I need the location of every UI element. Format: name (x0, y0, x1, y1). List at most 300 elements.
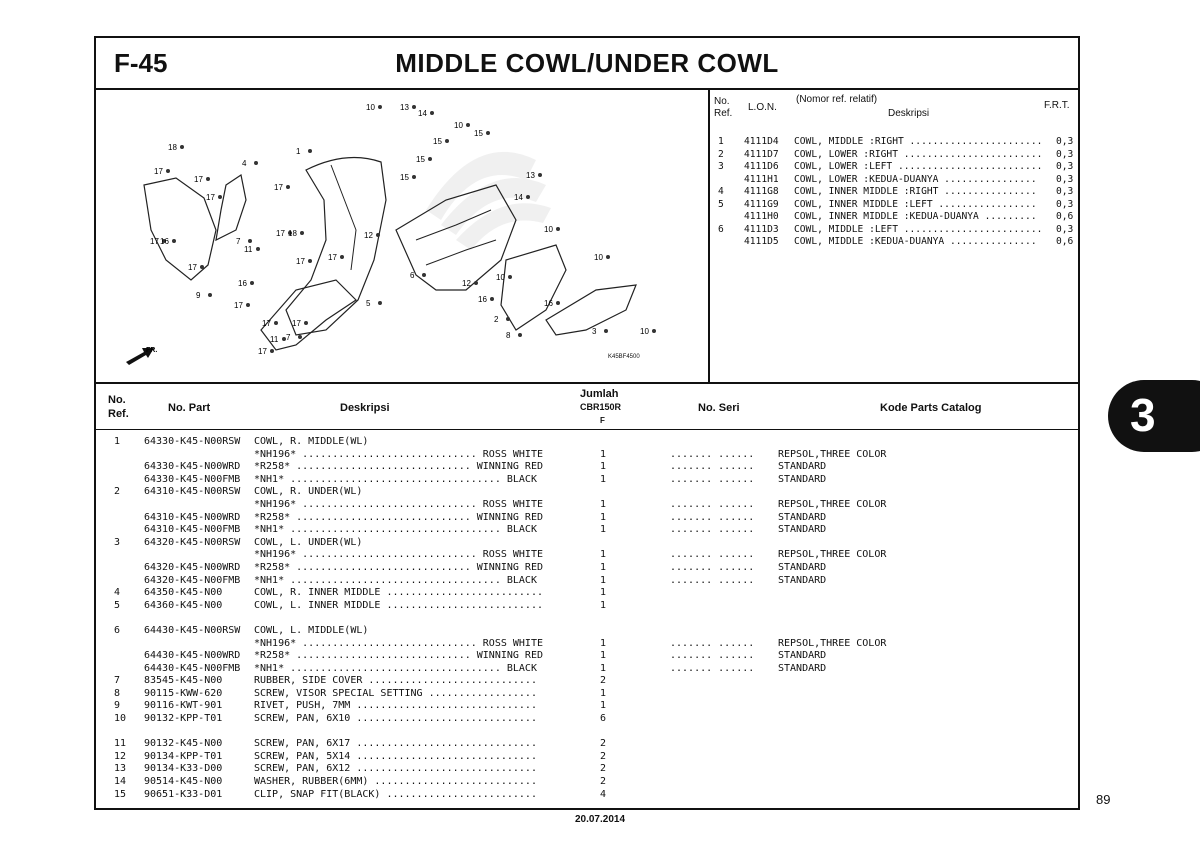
part-no: 4 (114, 587, 121, 599)
title-bar (96, 38, 1078, 90)
callout-number: 2 (494, 315, 499, 324)
part-part: 64430-K45-N00WRD (144, 650, 241, 662)
col-model-header: CBR150R (580, 402, 622, 412)
part-no: 6 (114, 624, 121, 636)
part-no: 15 (114, 788, 127, 800)
part-seri: ....... ...... (670, 662, 755, 674)
fastener-dot (308, 149, 312, 153)
callout-number: 18 (168, 143, 177, 152)
part-part: 64320-K45-N00RSW (144, 536, 241, 548)
col-desc-header: Deskripsi (340, 402, 390, 414)
callout-number: 7 (286, 333, 291, 342)
front-arrow-label: FR. (146, 347, 158, 354)
ref-frt: 0,3 (1056, 173, 1074, 185)
part-qty: 1 (600, 473, 607, 485)
fastener-dot (206, 177, 210, 181)
fastener-dot (556, 227, 560, 231)
ref-no: 1 (718, 136, 724, 147)
table-row (96, 638, 1078, 651)
ref-lon: 4111G8 (744, 186, 779, 197)
callout-number: 9 (196, 291, 201, 300)
callout-number: 8 (506, 331, 511, 340)
fastener-dot (538, 173, 542, 177)
part-desc: SCREW, PAN, 6X17 .............................. (254, 738, 537, 750)
ref-lon: 4111G9 (744, 198, 779, 210)
part-desc: *NH196* ............................. ROSS WHITE (254, 549, 543, 561)
table-row (96, 449, 1078, 462)
part-part: 90134-K33-D00 (144, 763, 223, 775)
group-spacer (96, 726, 1078, 739)
fastener-dot (248, 239, 252, 243)
part-no: 7 (114, 675, 121, 687)
part-desc: *NH1* ................................... BLACK (254, 574, 537, 586)
part-part: 90116-KWT-901 (144, 700, 223, 712)
part-catalog: REPSOL,THREE COLOR (778, 637, 887, 649)
callout-number: 17 (292, 319, 301, 328)
part-part: 64330-K45-N00WRD (144, 461, 241, 473)
front-arrow-icon (126, 347, 157, 365)
fastener-dot (604, 329, 608, 333)
fastener-dot (298, 335, 302, 339)
table-row (96, 537, 1078, 550)
part-seri: ....... ...... (670, 473, 755, 485)
part-qty: 1 (600, 511, 607, 523)
part-part: 64430-K45-N00FMB (144, 662, 241, 674)
part-qty: 1 (600, 574, 607, 586)
part-catalog: STANDARD (778, 561, 827, 573)
table-row (96, 575, 1078, 588)
part-part: 64310-K45-N00WRD (144, 511, 241, 523)
callout-number: 6 (410, 271, 415, 280)
part-qty: 1 (600, 662, 607, 674)
ref-frt: 0,3 (1056, 161, 1074, 172)
table-row (96, 713, 1078, 726)
part-seri: ....... ...... (670, 549, 755, 561)
callout-number: 10 (594, 253, 603, 262)
part-part: 90132-K45-N00 (144, 738, 223, 750)
ref-desc: COWL, MIDDLE :KEDUA-DUANYA ............... (794, 236, 1037, 247)
part-catalog: STANDARD (778, 662, 827, 674)
print-date: 20.07.2014 (574, 814, 626, 825)
callout-number: 17 (154, 167, 163, 176)
ref-frt: 0,3 (1056, 136, 1074, 147)
fastener-dot (340, 255, 344, 259)
fastener-dot (490, 297, 494, 301)
part-qty: 1 (600, 561, 607, 573)
part-catalog: STANDARD (778, 473, 827, 485)
table-row (96, 663, 1078, 676)
ref-desc: COWL, INNER MIDDLE :LEFT ................. (794, 198, 1037, 210)
table-row (96, 499, 1078, 512)
fastener-dot (180, 145, 184, 149)
part-part: 64330-K45-N00RSW (144, 436, 241, 447)
callout-number: 17 (206, 193, 215, 202)
callout-number: 17 (188, 263, 197, 272)
ref-frt: 0,3 (1056, 186, 1074, 197)
callout-number: 16 (238, 279, 247, 288)
part-no: 8 (114, 687, 121, 699)
part-desc: CLIP, SNAP FIT(BLACK) ......................... (254, 788, 537, 800)
part-part: 64350-K45-N00 (144, 587, 223, 599)
callout-number: 11 (244, 245, 253, 254)
part-desc: SCREW, PAN, 6X10 .............................. (254, 713, 537, 725)
part-seri: ....... ...... (670, 574, 755, 586)
callout-number: 15 (433, 137, 442, 146)
part-no: 1 (114, 436, 121, 447)
part-catalog: STANDARD (778, 461, 827, 473)
ref-no: 3 (718, 161, 724, 172)
part-catalog: REPSOL,THREE COLOR (778, 448, 887, 460)
part-desc: COWL, L. MIDDLE(WL) (254, 624, 369, 636)
fastener-dot (526, 195, 530, 199)
part-catalog: REPSOL,THREE COLOR (778, 498, 887, 510)
ref-desc: COWL, MIDDLE :RIGHT ....................... (794, 136, 1043, 147)
fastener-dot (246, 303, 250, 307)
table-row (96, 776, 1078, 789)
ref-list (710, 136, 1078, 249)
exploded-diagram-drawing (96, 90, 708, 380)
callout-number: 11 (270, 335, 279, 344)
callout-number: 14 (514, 193, 523, 202)
fastener-dot (200, 265, 204, 269)
part-qty: 1 (600, 599, 607, 611)
table-row (96, 625, 1078, 638)
ref-frt: 0,3 (1056, 198, 1074, 210)
ref-no: 4 (718, 186, 724, 197)
fastener-dot (412, 105, 416, 109)
fastener-dot (274, 321, 278, 325)
fastener-dot (286, 185, 290, 189)
page-number: 89 (1096, 792, 1111, 807)
fastener-dot (474, 281, 478, 285)
part-catalog: STANDARD (778, 524, 827, 536)
table-row (96, 562, 1078, 575)
part-desc: *R258* ............................. WINNING RED (254, 461, 543, 473)
part-part: 90651-K33-D01 (144, 788, 223, 800)
callout-number: 17 (234, 301, 243, 310)
part-seri: ....... ...... (670, 561, 755, 573)
ref-row (710, 211, 1078, 224)
part-part: 90134-KPP-T01 (144, 750, 223, 762)
ref-lon: 4111D5 (744, 236, 779, 247)
fastener-dot (486, 131, 490, 135)
col-catalog-header: Kode Parts Catalog (880, 402, 982, 414)
callout-number: 12 (364, 231, 373, 240)
part-part: 64320-K45-N00FMB (144, 574, 241, 586)
part-part: 64310-K45-N00FMB (144, 524, 241, 536)
fastener-dot (422, 273, 426, 277)
catalog-page-frame (94, 36, 1080, 810)
part-desc: *NH1* ................................... BLACK (254, 473, 537, 485)
fastener-dot (166, 169, 170, 173)
part-no: 2 (114, 486, 121, 498)
part-qty: 2 (600, 738, 607, 750)
table-row (96, 486, 1078, 499)
part-part: 90132-KPP-T01 (144, 713, 223, 725)
part-qty: 2 (600, 750, 607, 762)
fastener-dot (378, 105, 382, 109)
fastener-dot (428, 157, 432, 161)
part-part: 64320-K45-N00WRD (144, 561, 241, 573)
part-qty: 1 (600, 498, 607, 510)
fastener-dot (430, 111, 434, 115)
callout-number: 17 (262, 319, 271, 328)
table-row (96, 789, 1078, 802)
part-qty: 1 (600, 549, 607, 561)
part-part: 90514-K45-N00 (144, 776, 223, 788)
table-row (96, 436, 1078, 449)
fastener-dot (254, 161, 258, 165)
part-no: 3 (114, 536, 121, 548)
callout-number: 10 (544, 225, 553, 234)
table-row (96, 738, 1078, 751)
part-catalog: REPSOL,THREE COLOR (778, 549, 887, 561)
parts-list (96, 436, 1078, 801)
fastener-dot (378, 301, 382, 305)
part-qty: 1 (600, 448, 607, 460)
part-qty: 1 (600, 650, 607, 662)
ref-no: 2 (718, 148, 724, 160)
part-qty: 2 (600, 776, 607, 788)
ref-desc: COWL, INNER MIDDLE :KEDUA-DUANYA ......... (794, 211, 1037, 222)
part-seri: ....... ...... (670, 498, 755, 510)
callout-number: 13 (526, 171, 535, 180)
part-desc: COWL, R. MIDDLE(WL) (254, 436, 369, 447)
callout-number: 14 (418, 109, 427, 118)
part-seri: ....... ...... (670, 637, 755, 649)
ref-desc: COWL, LOWER :RIGHT ........................ (794, 148, 1043, 160)
callout-number: 12 (462, 279, 471, 288)
ref-frt: 0,6 (1056, 236, 1074, 247)
callout-number: 17 (328, 253, 337, 262)
part-qty: 1 (600, 587, 607, 599)
part-desc: COWL, L. INNER MIDDLE .......................... (254, 599, 543, 611)
part-no: 9 (114, 700, 121, 712)
fastener-dot (304, 321, 308, 325)
part-qty: 6 (600, 713, 607, 725)
part-desc: RUBBER, SIDE COVER ............................ (254, 675, 537, 687)
col-no-header: No. (108, 394, 126, 406)
callout-number: 16 (544, 299, 553, 308)
table-row (96, 751, 1078, 764)
fastener-dot (218, 195, 222, 199)
fastener-dot (445, 139, 449, 143)
ref-no: 6 (718, 223, 724, 235)
part-qty: 4 (600, 788, 607, 800)
callout-number: 15 (416, 155, 425, 164)
ref-lon: 4111H0 (744, 211, 779, 222)
section-number: 3 (1130, 389, 1156, 441)
callout-number: 13 (400, 103, 409, 112)
diagram-code: K45BF4500 (608, 354, 640, 360)
table-row (96, 700, 1078, 713)
callout-number: 15 (400, 173, 409, 182)
ref-desc-header: Deskripsi (888, 108, 930, 119)
col-f-header: F (600, 416, 605, 425)
part-part: 64310-K45-N00RSW (144, 486, 241, 498)
part-desc: SCREW, PAN, 6X12 .............................. (254, 763, 537, 775)
ref-ref-header: Ref. (714, 108, 733, 119)
ref-lon: 4111D4 (744, 136, 779, 147)
table-row (96, 549, 1078, 562)
table-row (96, 688, 1078, 701)
part-desc: *R258* ............................. WINNING RED (254, 561, 543, 573)
ref-frt: 0,6 (1056, 211, 1074, 222)
part-desc: SCREW, PAN, 5X14 .............................. (254, 750, 537, 762)
table-row (96, 512, 1078, 525)
callout-number: 16 (160, 237, 169, 246)
ref-frt-header: F.R.T. (1044, 100, 1070, 111)
ref-lon: 4111D3 (744, 223, 779, 235)
callout-number: 4 (242, 159, 247, 168)
col-jumlah-header: Jumlah (580, 388, 619, 400)
fastener-dot (376, 233, 380, 237)
ref-no-header: No. (714, 96, 730, 107)
fastener-dot (270, 349, 274, 353)
part-catalog: STANDARD (778, 574, 827, 586)
table-row (96, 675, 1078, 688)
callout-number: 7 (236, 237, 241, 246)
ref-frt: 0,3 (1056, 223, 1074, 235)
part-no: 11 (114, 738, 127, 750)
fastener-dot (606, 255, 610, 259)
ref-nomor-header: (Nomor ref. relatif) (796, 94, 878, 105)
callout-number: 10 (454, 121, 463, 130)
part-desc: *R258* ............................. WINNING RED (254, 511, 543, 523)
part-desc: WASHER, RUBBER(6MM) ........................... (254, 776, 537, 788)
part-seri: ....... ...... (670, 524, 755, 536)
callout-number: 10 (640, 327, 649, 336)
callout-number: 17 (258, 347, 267, 356)
parts-table-header (96, 382, 1078, 430)
callout-number: 3 (592, 327, 597, 336)
ref-lon: 4111D6 (744, 161, 779, 172)
part-qty: 2 (600, 675, 607, 687)
part-desc: *NH1* ................................... BLACK (254, 662, 537, 674)
part-qty: 1 (600, 700, 607, 712)
page-title: MIDDLE COWL/UNDER COWL (395, 48, 779, 78)
ref-row (710, 236, 1078, 249)
group-spacer (96, 612, 1078, 625)
table-row (96, 524, 1078, 537)
part-desc: SCREW, VISOR SPECIAL SETTING .................. (254, 687, 537, 699)
part-part: 64360-K45-N00 (144, 599, 223, 611)
ref-desc: COWL, MIDDLE :LEFT ........................ (794, 223, 1043, 235)
part-seri: ....... ...... (670, 650, 755, 662)
fastener-dot (256, 247, 260, 251)
fastener-dot (300, 231, 304, 235)
fastener-dot (466, 123, 470, 127)
part-no: 14 (114, 776, 127, 788)
part-desc: COWL, R. INNER MIDDLE .......................... (254, 587, 543, 599)
callout-number: 17 (276, 229, 285, 238)
callout-number: 1 (296, 147, 301, 156)
col-part-header: No. Part (168, 402, 211, 414)
part-desc: *NH196* ............................. ROSS WHITE (254, 448, 543, 460)
ref-row (710, 174, 1078, 187)
table-row (96, 600, 1078, 613)
part-seri: ....... ...... (670, 461, 755, 473)
fastener-dot (518, 333, 522, 337)
ref-lon: 4111H1 (744, 173, 779, 185)
part-desc: *NH196* ............................. ROSS WHITE (254, 498, 543, 510)
ref-row (710, 186, 1078, 199)
callout-number: 17 (150, 237, 159, 246)
table-row (96, 650, 1078, 663)
fastener-dot (652, 329, 656, 333)
ref-desc: COWL, LOWER :KEDUA-DUANYA ................ (794, 173, 1037, 185)
table-row (96, 461, 1078, 474)
col-ref-header: Ref. (108, 408, 129, 420)
callout-number: 15 (474, 129, 483, 138)
part-qty: 1 (600, 524, 607, 536)
ref-lon: 4111D7 (744, 148, 779, 160)
part-desc: *NH1* ................................... BLACK (254, 524, 537, 536)
figure-code: F-45 (114, 48, 168, 78)
part-qty: 1 (600, 687, 607, 699)
ref-no: 5 (718, 198, 724, 210)
fastener-dot (412, 175, 416, 179)
ref-frt: 0,3 (1056, 148, 1074, 160)
callout-number: 18 (288, 229, 297, 238)
part-seri: ....... ...... (670, 448, 755, 460)
part-no: 10 (114, 713, 127, 725)
callout-number: 10 (366, 103, 375, 112)
ref-row (710, 224, 1078, 237)
part-part: 83545-K45-N00 (144, 675, 223, 687)
table-row (96, 474, 1078, 487)
part-desc: COWL, R. UNDER(WL) (254, 486, 363, 498)
fastener-dot (250, 281, 254, 285)
ref-row (710, 149, 1078, 162)
part-desc: *NH196* ............................. ROSS WHITE (254, 637, 543, 649)
ref-lon-header: L.O.N. (748, 102, 777, 113)
ref-row (710, 161, 1078, 174)
callout-number: 10 (496, 273, 505, 282)
part-part: 90115-KWW-620 (144, 687, 223, 699)
part-part: 64330-K45-N00FMB (144, 473, 241, 485)
ref-row (710, 136, 1078, 149)
table-row (96, 763, 1078, 776)
part-seri: ....... ...... (670, 511, 755, 523)
callout-number: 17 (194, 175, 203, 184)
callout-number: 17 (274, 183, 283, 192)
part-catalog: STANDARD (778, 650, 827, 662)
part-part: 64430-K45-N00RSW (144, 624, 241, 636)
part-desc: *R258* ............................. WINNING RED (254, 650, 543, 662)
callout-number: 16 (478, 295, 487, 304)
table-row (96, 587, 1078, 600)
callout-number: 5 (366, 299, 371, 308)
section-tab (1108, 380, 1200, 452)
callout-number: 17 (296, 257, 305, 266)
col-seri-header: No. Seri (698, 402, 740, 414)
fastener-dot (556, 301, 560, 305)
exploded-diagram (96, 90, 710, 382)
part-qty: 2 (600, 763, 607, 775)
fastener-dot (172, 239, 176, 243)
fastener-dot (308, 259, 312, 263)
ref-desc: COWL, INNER MIDDLE :RIGHT ................ (794, 186, 1037, 197)
part-no: 12 (114, 750, 127, 762)
part-qty: 1 (600, 637, 607, 649)
part-no: 13 (114, 763, 127, 775)
fastener-dot (506, 317, 510, 321)
fastener-dot (208, 293, 212, 297)
part-desc: RIVET, PUSH, 7MM .............................. (254, 700, 537, 712)
part-catalog: STANDARD (778, 511, 827, 523)
labor-reference-table (710, 90, 1078, 382)
